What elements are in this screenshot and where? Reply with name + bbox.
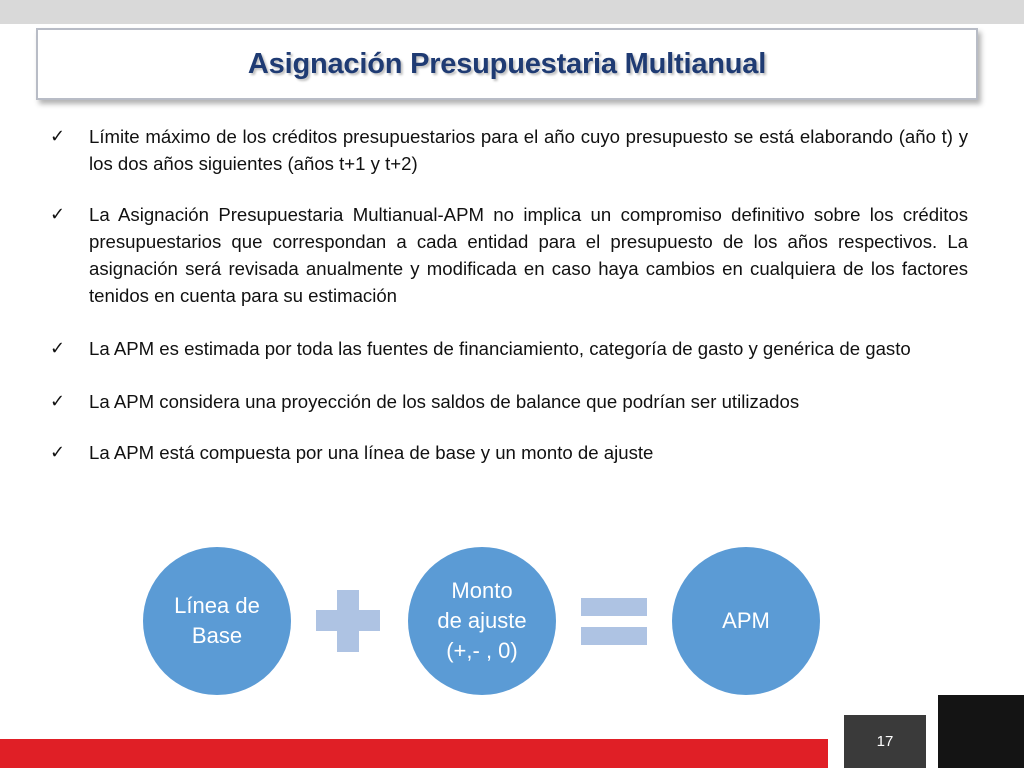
- bullet-text: La Asignación Presupuestaria Multianual-APM no implica un compromiso definitivo sobre los créditos presupuestarios que correspondan a cada entidad para el presupuesto de los años respectivos. La asignación será revisada anualmente y modificada en caso haya cambios en cualquiera de los factores tenidos en cuenta para su estimación: [89, 204, 968, 306]
- bullet-item: [50, 439, 968, 466]
- page-number: 17: [876, 733, 894, 750]
- circle-linea-de-base: Línea de Base: [143, 547, 291, 695]
- slide-title: Asignación Presupuestaria Multianual: [247, 47, 767, 80]
- bullet-item: [50, 388, 968, 415]
- bullet-text: La APM considera una proyección de los saldos de balance que podrían ser utilizados: [89, 391, 800, 412]
- check-icon: ✓: [50, 442, 66, 463]
- footer-red-bar: [0, 739, 828, 768]
- check-icon: ✓: [50, 338, 66, 359]
- check-icon: ✓: [50, 391, 66, 412]
- circle-apm: APM: [672, 547, 820, 695]
- bullet-item: [50, 123, 968, 177]
- circle-monto-de-ajuste: Monto de ajuste (+,- , 0): [408, 547, 556, 695]
- bullet-text: Límite máximo de los créditos presupuestarios para el año cuyo presupuesto se está elaborando (año t) y los dos años siguientes (años t+1 y t+2): [89, 126, 968, 174]
- top-band: [0, 0, 1024, 24]
- title-box: [36, 28, 978, 100]
- footer-dark-block: [938, 695, 1024, 768]
- bullet-list: [50, 123, 968, 492]
- bullet-text: La APM es estimada por toda las fuentes de financiamiento, categoría de gasto y genérica de gasto: [89, 338, 911, 359]
- bullet-item: [50, 201, 968, 309]
- bullet-item: [50, 335, 968, 362]
- check-icon: ✓: [50, 204, 66, 225]
- bullet-text: La APM está compuesta por una línea de base y un monto de ajuste: [89, 442, 654, 463]
- check-icon: ✓: [50, 126, 66, 147]
- page-number-box: [844, 715, 926, 768]
